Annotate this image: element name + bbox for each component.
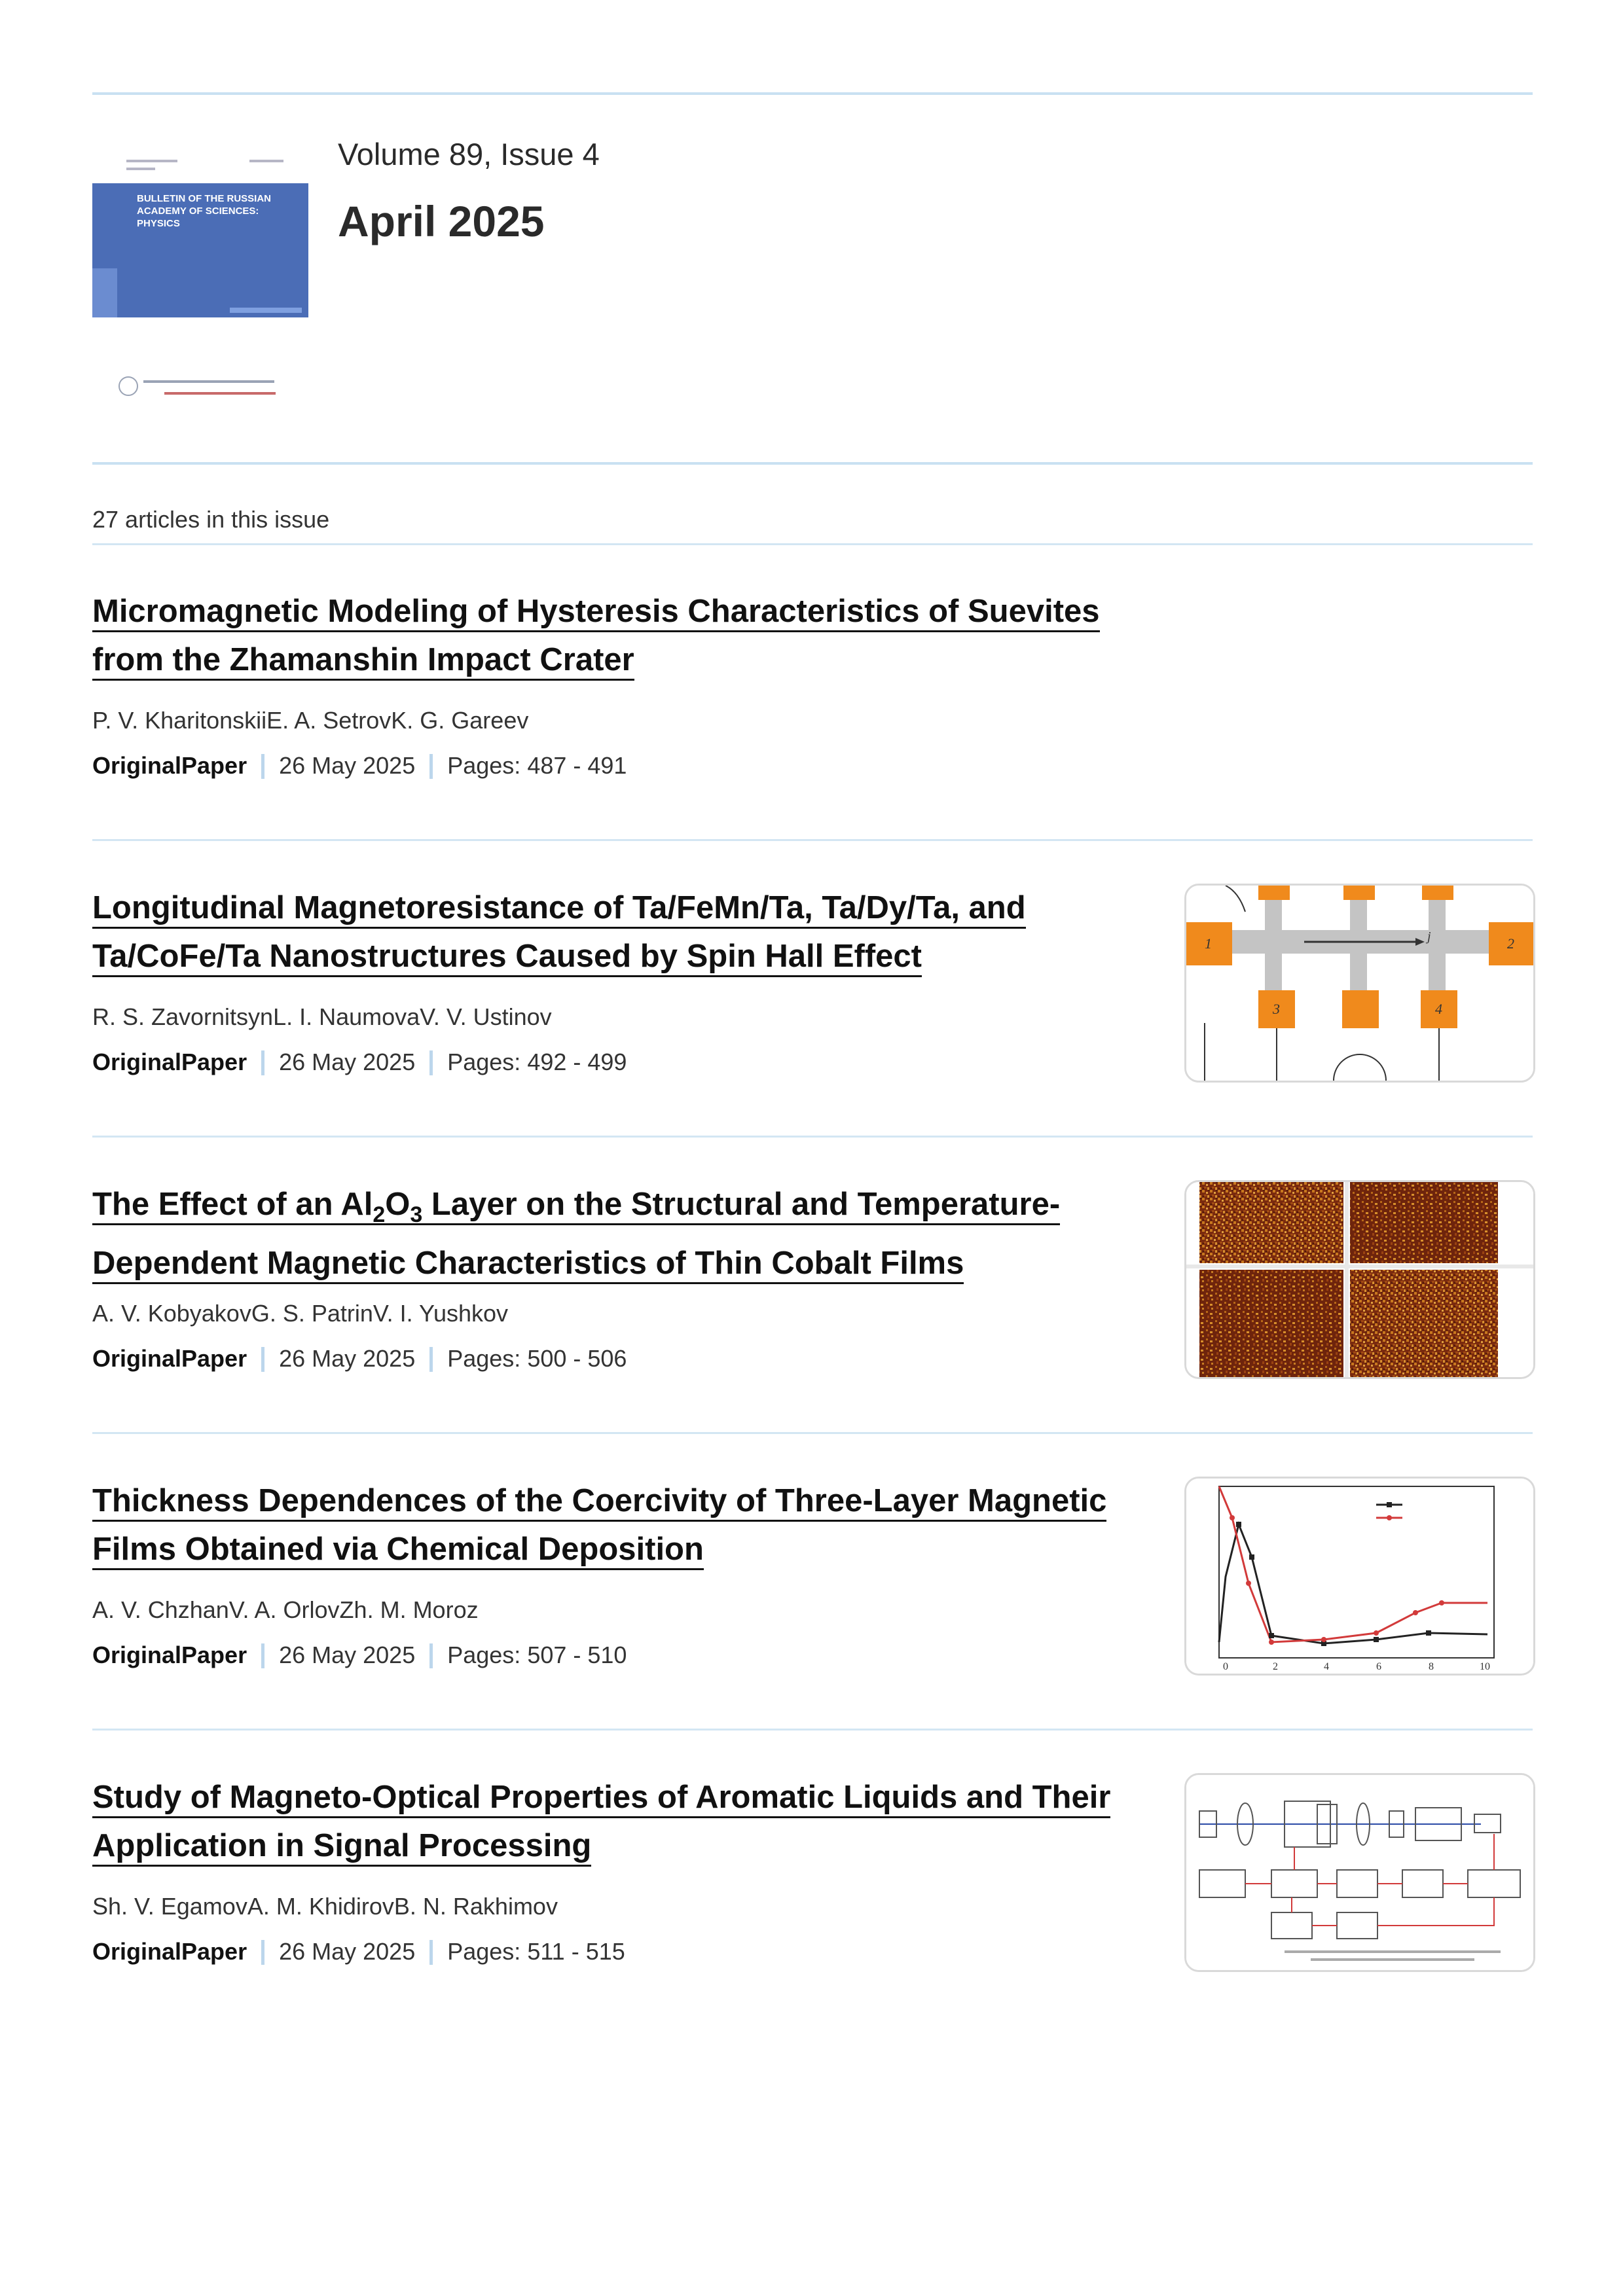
article-divider bbox=[92, 1729, 1533, 1731]
article-date: 26 May 2025 bbox=[279, 1938, 416, 1965]
article-thumbnail-setup-diagram[interactable] bbox=[1184, 1773, 1535, 1972]
thumb-x-tick: 6 bbox=[1376, 1661, 1381, 1672]
cover-title: BULLETIN OF THE RUSSIAN ACADEMY OF SCIENCES: PHYSICS bbox=[137, 193, 271, 229]
article-pages: Pages: 511 - 515 bbox=[447, 1938, 625, 1965]
article-card bbox=[92, 884, 1533, 1145]
top-divider bbox=[92, 92, 1533, 95]
article-divider bbox=[92, 1432, 1533, 1434]
meta-separator bbox=[261, 1940, 264, 1965]
thumb-x-tick: 4 bbox=[1324, 1661, 1329, 1672]
article-type: OriginalPaper bbox=[92, 752, 247, 779]
article-title[interactable] bbox=[92, 1773, 1153, 1870]
meta-separator bbox=[429, 1050, 433, 1075]
article-authors: A. V. ChzhanV. A. OrlovZh. M. Moroz bbox=[92, 1596, 479, 1623]
cover-accent-block bbox=[92, 268, 117, 317]
article-thumbnail-afm-images[interactable] bbox=[1184, 1180, 1535, 1379]
thumb-x-tick: 8 bbox=[1429, 1661, 1434, 1672]
article-pages: Pages: 500 - 506 bbox=[447, 1345, 627, 1372]
article-title-line1[interactable]: Longitudinal Magnetoresistance of Ta/FeMn/Ta, Ta/Dy/Ta, and bbox=[92, 890, 1026, 929]
article-divider bbox=[92, 1136, 1533, 1138]
article-title[interactable] bbox=[92, 587, 1153, 684]
article-pages: Pages: 507 - 510 bbox=[447, 1641, 627, 1668]
article-meta bbox=[92, 1641, 627, 1669]
thumb-label-1: 1 bbox=[1205, 935, 1212, 952]
article-title[interactable] bbox=[92, 884, 1153, 980]
issue-date: April 2025 bbox=[338, 197, 545, 245]
article-title-line1[interactable]: The Effect of an $Al_2O_3$ Layer on the Structural and Temperature- bbox=[92, 1187, 1061, 1227]
article-card bbox=[92, 1773, 1533, 2035]
meta-separator bbox=[429, 1940, 433, 1965]
article-meta bbox=[92, 1938, 625, 1965]
article-title-line2[interactable]: Application in Signal Processing bbox=[92, 1828, 591, 1867]
cover-stripe bbox=[230, 308, 302, 313]
journal-cover[interactable] bbox=[92, 131, 308, 419]
article-authors: R. S. ZavornitsynL. I. NaumovaV. V. Ustinov bbox=[92, 1003, 552, 1030]
article-thumbnail-device-schematic[interactable] bbox=[1184, 884, 1535, 1083]
article-meta bbox=[92, 1345, 627, 1372]
thumb-label-2: 2 bbox=[1507, 935, 1514, 952]
article-type: OriginalPaper bbox=[92, 1049, 247, 1075]
count-divider bbox=[92, 543, 1533, 545]
article-title-line2[interactable]: Dependent Magnetic Characteristics of Thin Cobalt Films bbox=[92, 1246, 964, 1284]
article-date: 26 May 2025 bbox=[279, 1049, 416, 1075]
meta-separator bbox=[261, 1050, 264, 1075]
article-pages: Pages: 492 - 499 bbox=[447, 1049, 627, 1075]
meta-separator bbox=[429, 1347, 433, 1372]
cover-blue-panel bbox=[92, 183, 308, 317]
article-date: 26 May 2025 bbox=[279, 752, 416, 779]
thumb-label-3: 3 bbox=[1273, 1001, 1280, 1017]
publisher-logo bbox=[119, 370, 289, 406]
meta-separator bbox=[261, 754, 264, 779]
article-count: 27 articles in this issue bbox=[92, 506, 330, 533]
article-meta bbox=[92, 1049, 627, 1076]
article-type: OriginalPaper bbox=[92, 1938, 247, 1965]
article-title-line2[interactable]: Ta/CoFe/Ta Nanostructures Caused by Spin Hall Effect bbox=[92, 939, 922, 977]
meta-separator bbox=[261, 1347, 264, 1372]
meta-separator bbox=[261, 1643, 264, 1668]
article-type: OriginalPaper bbox=[92, 1345, 247, 1372]
article-thumbnail-coercivity-plot[interactable] bbox=[1184, 1477, 1535, 1676]
article-divider bbox=[92, 839, 1533, 841]
article-authors: P. V. KharitonskiiE. A. SetrovK. G. Gareev bbox=[92, 707, 529, 734]
article-title-line1[interactable]: Thickness Dependences of the Coercivity of Three-Layer Magnetic bbox=[92, 1483, 1106, 1522]
article-title-line2[interactable]: from the Zhamanshin Impact Crater bbox=[92, 642, 634, 681]
thumb-x-tick: 2 bbox=[1273, 1661, 1278, 1672]
thumb-label-4: 4 bbox=[1435, 1001, 1442, 1017]
article-card bbox=[92, 1477, 1533, 1738]
thumb-label-j: j bbox=[1427, 929, 1431, 944]
article-meta bbox=[92, 752, 627, 780]
meta-separator bbox=[429, 1643, 433, 1668]
article-type: OriginalPaper bbox=[92, 1641, 247, 1668]
article-title-line2[interactable]: Films Obtained via Chemical Deposition bbox=[92, 1532, 704, 1570]
thumb-x-tick: 10 bbox=[1480, 1661, 1490, 1672]
article-title[interactable] bbox=[92, 1180, 1153, 1287]
article-title-line1[interactable]: Micromagnetic Modeling of Hysteresis Characteristics of Suevites bbox=[92, 594, 1100, 632]
article-title[interactable] bbox=[92, 1477, 1153, 1573]
article-pages: Pages: 487 - 491 bbox=[447, 752, 627, 779]
article-title-line1[interactable]: Study of Magneto-Optical Properties of Aromatic Liquids and Their bbox=[92, 1780, 1110, 1818]
header-divider bbox=[92, 462, 1533, 465]
thumb-x-tick: 0 bbox=[1223, 1661, 1228, 1672]
article-authors: Sh. V. EgamovA. M. KhidirovB. N. Rakhimov bbox=[92, 1893, 558, 1920]
cover-header bbox=[92, 131, 308, 183]
volume-issue: Volume 89, Issue 4 bbox=[338, 137, 600, 171]
article-card bbox=[92, 587, 1533, 849]
article-date: 26 May 2025 bbox=[279, 1641, 416, 1668]
publisher-emblem-icon bbox=[119, 376, 138, 396]
article-date: 26 May 2025 bbox=[279, 1345, 416, 1372]
meta-separator bbox=[429, 754, 433, 779]
article-card bbox=[92, 1180, 1533, 1442]
article-authors: A. V. KobyakovG. S. PatrinV. I. Yushkov bbox=[92, 1300, 509, 1327]
